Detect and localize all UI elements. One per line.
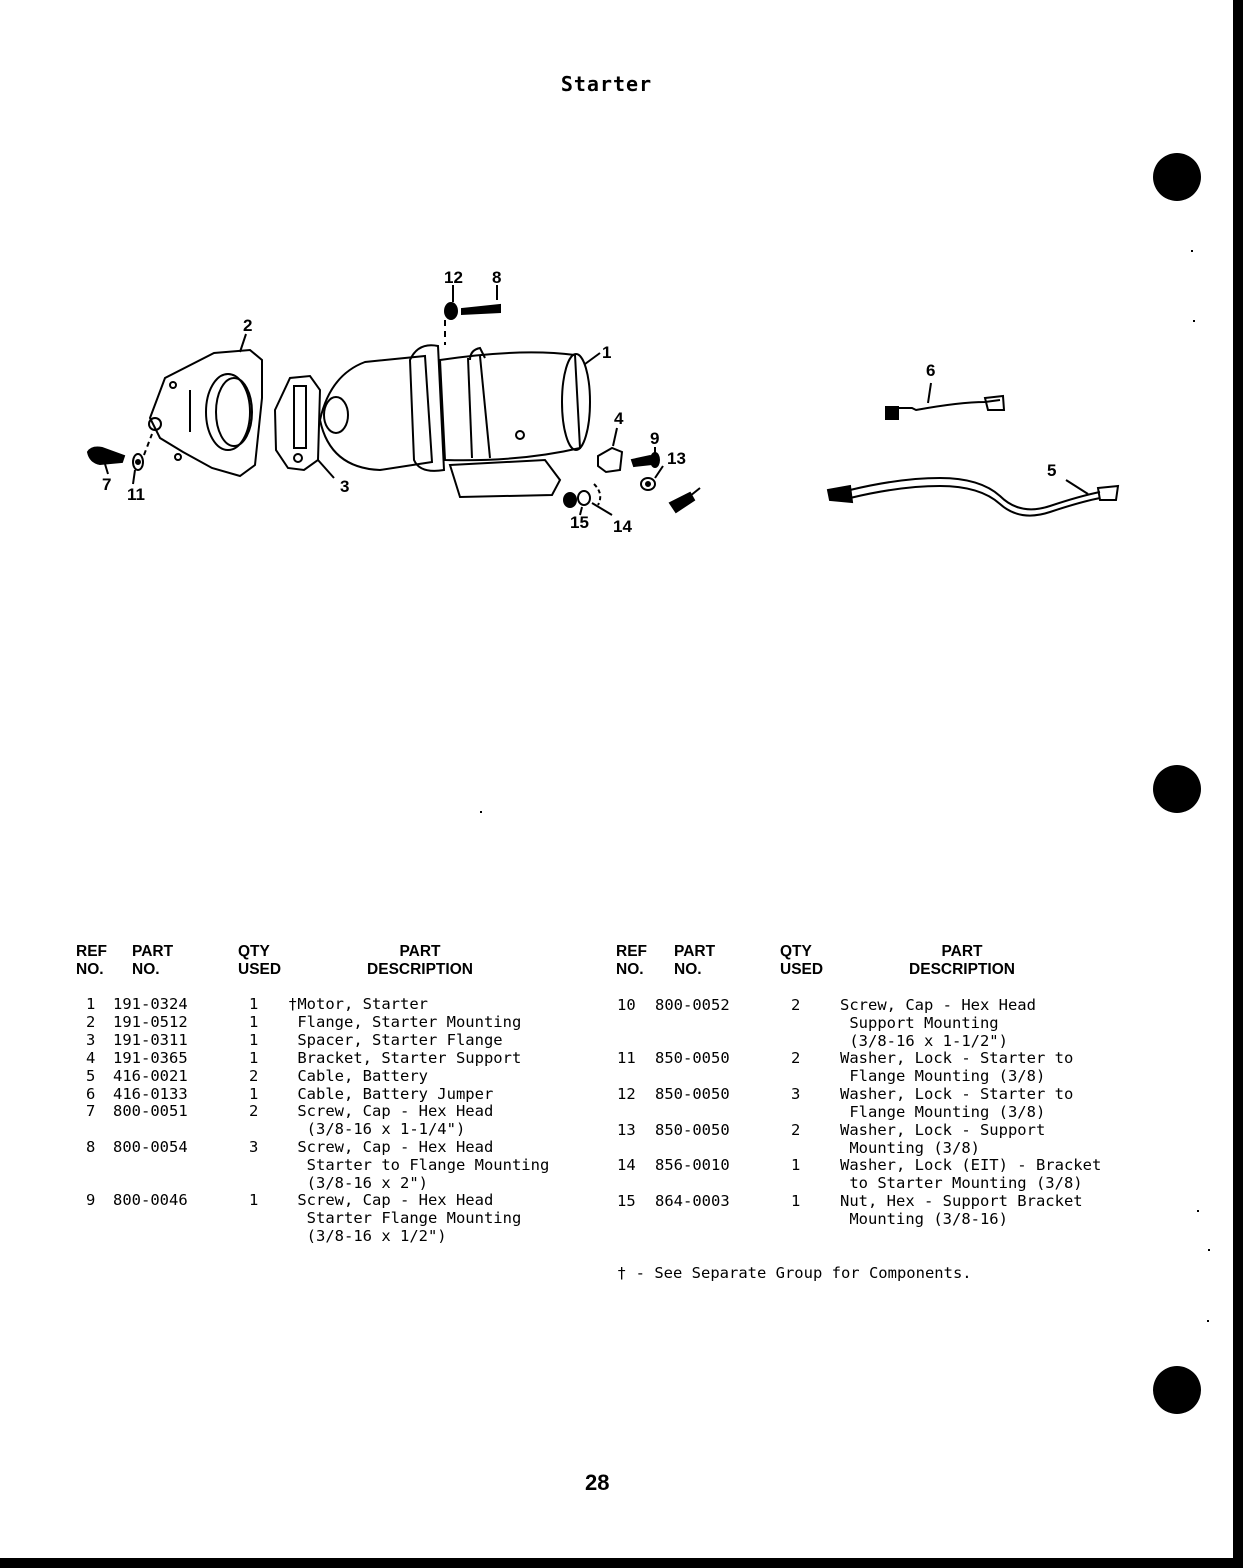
qty-cell: 1 xyxy=(249,1191,259,1209)
part-cell: 800-0052 xyxy=(655,996,730,1014)
header-part-description-left: PART DESCRIPTION xyxy=(367,943,473,978)
header-qty-used-left: QTY USED xyxy=(238,943,282,978)
desc-cell: Screw, Cap - Hex Head Support Mounting (3/8-16 x 1-1/2") xyxy=(840,996,1036,1050)
part-cell: 850-0050 xyxy=(655,1049,730,1067)
flange-bore xyxy=(206,374,250,450)
ref-cell: 8 xyxy=(86,1138,96,1156)
qty-cell: 1 xyxy=(249,1049,259,1067)
callout-6: 6 xyxy=(926,361,936,380)
desc-cell: Spacer, Starter Flange xyxy=(288,1031,503,1049)
part-cell: 191-0512 xyxy=(113,1013,188,1031)
desc-cell: Bracket, Starter Support xyxy=(288,1049,522,1067)
ref-cell: 9 xyxy=(86,1191,96,1209)
desc-cell: Washer, Lock (EIT) - Bracket to Starter Mounting (3/8) xyxy=(840,1156,1102,1192)
footnote: † - See Separate Group for Components. xyxy=(617,1264,972,1282)
callout-15: 15 xyxy=(570,513,589,532)
ref-cell: 11 xyxy=(617,1049,636,1067)
scan-speck xyxy=(1191,250,1193,252)
starter-motor-nose xyxy=(320,356,432,470)
ref-cell: 6 xyxy=(86,1085,96,1103)
binder-hole-bottom xyxy=(1153,1366,1201,1414)
scan-speck xyxy=(1197,1210,1199,1212)
ref-cell: 2 xyxy=(86,1013,96,1031)
nut-15 xyxy=(564,493,576,507)
part-cell: 800-0054 xyxy=(113,1138,188,1156)
binder-hole-middle xyxy=(1153,765,1201,813)
ref-cell: 13 xyxy=(617,1121,636,1139)
qty-cell: 1 xyxy=(249,1085,259,1103)
qty-cell: 2 xyxy=(791,996,801,1014)
header-ref-no-left: REF NO. xyxy=(76,943,107,978)
header-ref-no-right: REF NO. xyxy=(616,943,647,978)
callout-1: 1 xyxy=(602,343,612,362)
header-part-no-left: PART NO. xyxy=(132,943,174,978)
part-cell: 864-0003 xyxy=(655,1192,730,1210)
starter-solenoid xyxy=(450,460,560,497)
scan-speck xyxy=(1207,1320,1209,1322)
header-part-description-right: PART DESCRIPTION xyxy=(909,943,1015,978)
qty-cell: 1 xyxy=(791,1156,801,1174)
starter-motor-body xyxy=(440,352,580,460)
part-cell: 191-0311 xyxy=(113,1031,188,1049)
qty-cell: 1 xyxy=(249,1031,259,1049)
desc-cell: Flange, Starter Mounting xyxy=(288,1013,522,1031)
ref-cell: 14 xyxy=(617,1156,636,1174)
page-edge-bottom xyxy=(0,1558,1243,1568)
desc-cell: †Motor, Starter xyxy=(288,995,428,1013)
callout-4: 4 xyxy=(614,409,624,428)
callout-12: 12 xyxy=(444,268,463,287)
qty-cell: 3 xyxy=(249,1138,259,1156)
qty-cell: 3 xyxy=(791,1085,801,1103)
callout-2: 2 xyxy=(243,316,253,335)
desc-cell: Nut, Hex - Support Bracket Mounting (3/8-16) xyxy=(840,1192,1083,1228)
callout-11: 11 xyxy=(127,485,145,504)
qty-cell: 2 xyxy=(791,1121,801,1139)
desc-cell: Washer, Lock - Starter to Flange Mounting (3/8) xyxy=(840,1085,1074,1121)
ref-cell: 12 xyxy=(617,1085,636,1103)
desc-cell: Cable, Battery xyxy=(288,1067,428,1085)
qty-cell: 1 xyxy=(249,1013,259,1031)
header-part-no-right: PART NO. xyxy=(674,943,716,978)
part-cell: 191-0324 xyxy=(113,995,188,1013)
page-title: Starter xyxy=(560,72,653,96)
part-cell: 850-0050 xyxy=(655,1121,730,1139)
desc-cell: Cable, Battery Jumper xyxy=(288,1085,494,1103)
ref-cell: 1 xyxy=(86,995,96,1013)
screw-8 xyxy=(462,305,500,314)
starter-exploded-diagram xyxy=(0,0,1243,620)
screw-9 xyxy=(632,456,652,466)
battery-jumper-cable xyxy=(886,383,1004,419)
callout-5: 5 xyxy=(1047,461,1057,480)
desc-cell: Washer, Lock - Support Mounting (3/8) xyxy=(840,1121,1046,1157)
battery-cable xyxy=(828,478,1118,516)
screw-7 xyxy=(88,448,124,465)
desc-cell: Screw, Cap - Hex Head Starter to Flange Mounting (3/8-16 x 2") xyxy=(297,1138,550,1192)
scan-speck xyxy=(480,811,482,813)
desc-cell: Screw, Cap - Hex Head (3/8-16 x 1-1/4") xyxy=(297,1102,494,1138)
ref-cell: 5 xyxy=(86,1067,96,1085)
starter-motor-flange xyxy=(410,345,444,471)
qty-cell: 2 xyxy=(249,1102,259,1120)
qty-cell: 1 xyxy=(791,1192,801,1210)
desc-cell: Screw, Cap - Hex Head Starter Flange Mounting (3/8-16 x 1/2") xyxy=(297,1191,522,1245)
qty-cell: 1 xyxy=(249,995,259,1013)
part-cell: 416-0021 xyxy=(113,1067,188,1085)
callout-8: 8 xyxy=(492,268,502,287)
scan-speck xyxy=(1208,1249,1210,1251)
ref-cell: 4 xyxy=(86,1049,96,1067)
callout-13: 13 xyxy=(667,449,686,468)
part-cell: 856-0010 xyxy=(655,1156,730,1174)
washer-14 xyxy=(578,491,590,505)
part-cell: 416-0133 xyxy=(113,1085,188,1103)
starter-support-bracket xyxy=(598,448,622,472)
callout-14: 14 xyxy=(613,517,632,536)
ref-cell: 10 xyxy=(617,996,636,1014)
part-cell: 191-0365 xyxy=(113,1049,188,1067)
callout-7: 7 xyxy=(102,475,112,494)
scan-speck xyxy=(1193,320,1195,322)
part-cell: 850-0050 xyxy=(655,1085,730,1103)
qty-cell: 2 xyxy=(249,1067,259,1085)
ref-cell: 7 xyxy=(86,1102,96,1120)
callout-3: 3 xyxy=(340,477,350,496)
desc-cell: Washer, Lock - Starter to Flange Mounting (3/8) xyxy=(840,1049,1074,1085)
page-number: 28 xyxy=(585,1470,610,1495)
ref-cell: 3 xyxy=(86,1031,96,1049)
qty-cell: 2 xyxy=(791,1049,801,1067)
starter-flange-spacer xyxy=(275,376,320,470)
ref-cell: 15 xyxy=(617,1192,636,1210)
callout-9: 9 xyxy=(650,429,660,448)
part-cell: 800-0051 xyxy=(113,1102,188,1120)
header-qty-used-right: QTY USED xyxy=(780,943,824,978)
part-cell: 800-0046 xyxy=(113,1191,188,1209)
